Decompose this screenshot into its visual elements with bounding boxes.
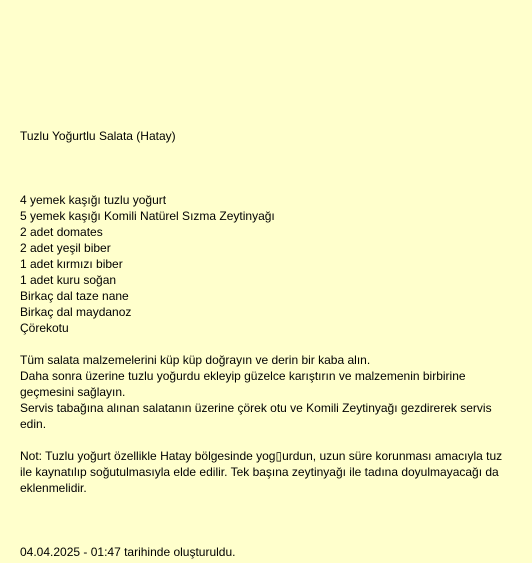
instruction-step: Servis tabağına alınan salatanın üzerine çörek otu ve Komili Zeytinyağı gezdirerek servis edin. xyxy=(20,401,492,431)
ingredient-item: 5 yemek kaşığı Komili Natürel Sızma Zeytinyağı xyxy=(20,209,275,223)
instructions xyxy=(20,352,510,432)
ingredient-item: Birkaç dal maydanoz xyxy=(20,305,132,319)
ingredient-item: 4 yemek kaşığı tuzlu yoğurt xyxy=(20,193,167,207)
ingredient-item: Çörekotu xyxy=(20,321,69,335)
instruction-step: Daha sonra üzerine tuzlu yoğurdu ekleyip güzelce karıştırın ve malzemenin birbirine geçmesini sağlayın. xyxy=(20,369,466,399)
ingredient-item: 2 adet yeşil biber xyxy=(20,241,111,255)
ingredient-item: Birkaç dal taze nane xyxy=(20,289,129,303)
created-timestamp: 04.04.2025 - 01:47 tarihinde oluşturuldu. xyxy=(20,545,236,559)
ingredient-item: 2 adet domates xyxy=(20,225,103,239)
ingredient-item: 1 adet kırmızı biber xyxy=(20,257,123,271)
recipe-title: Tuzlu Yoğurtlu Salata (Hatay) xyxy=(20,129,176,143)
ingredient-item: 1 adet kuru soğan xyxy=(20,273,117,287)
recipe-note: Not: Tuzlu yoğurt özellikle Hatay bölgesinde yog▯urdun, uzun süre korunması amacıyla tuz ile kaynatılıp soğutulmasıyla elde edilir. Tek başına zeytinyağı ile tadına doyulmayacağı da eklenmelidir. xyxy=(20,449,503,495)
instruction-step: Tüm salata malzemelerini küp küp doğrayın ve derin bir kaba alın. xyxy=(20,353,371,367)
ingredient-list xyxy=(20,192,275,336)
